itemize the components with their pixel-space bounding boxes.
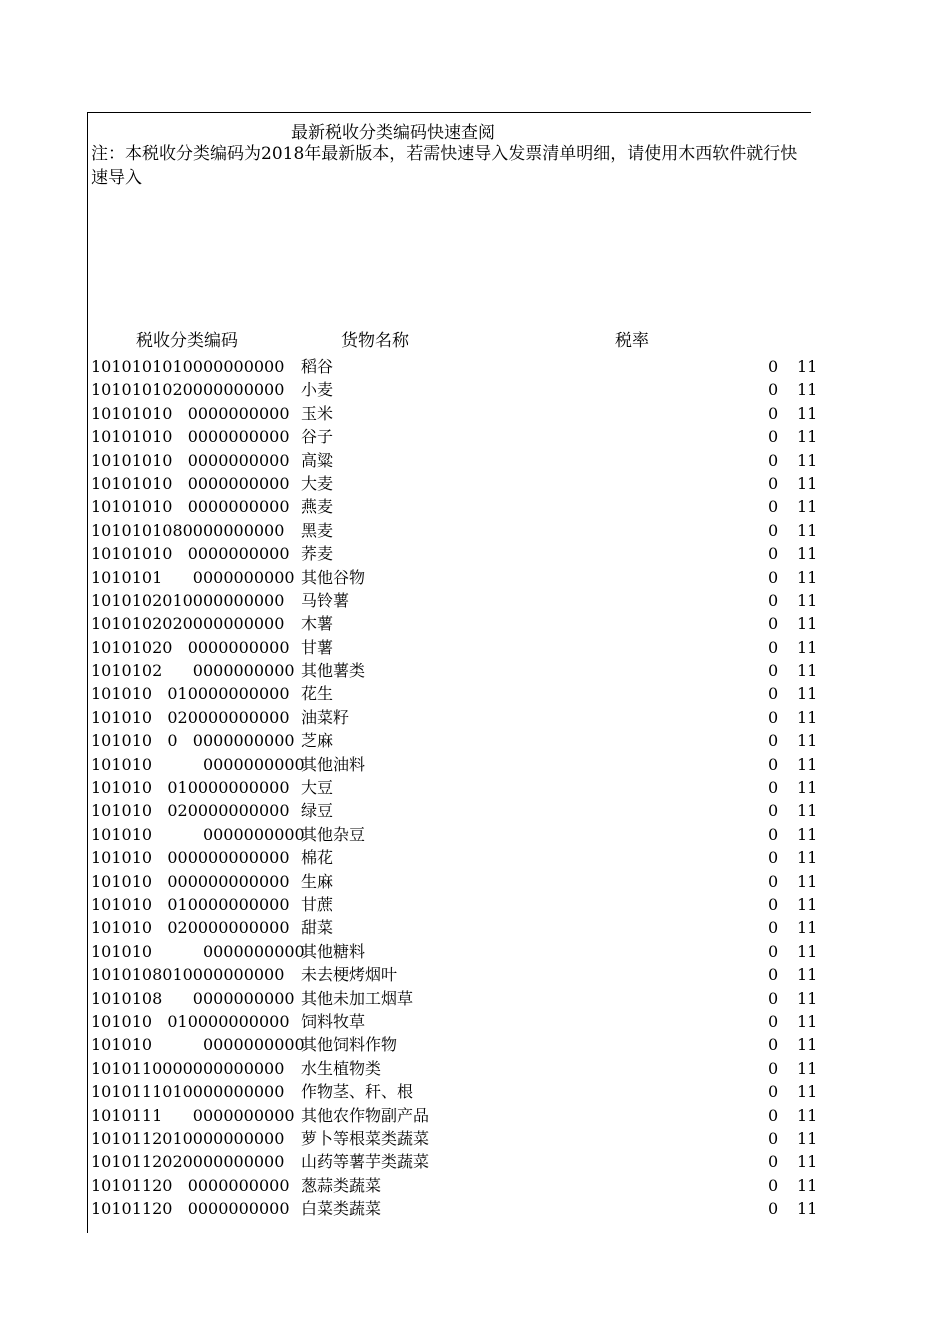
table-body (0, 355, 950, 1220)
note-text: 注：本税收分类编码为2018年最新版本，若需快速导入发票清单明细，请使用木西软件就行快速导入 (91, 144, 798, 188)
row-tail: 11 (797, 684, 818, 704)
row-tail: 11 (797, 661, 818, 681)
row-tail: 11 (797, 848, 818, 868)
row-tail: 11 (797, 1128, 818, 1148)
row-code: 1010108 0000000000 (91, 988, 295, 1008)
row-code: 10101120 0000000000 (91, 1175, 290, 1195)
table-row[interactable] (0, 449, 950, 472)
table-row[interactable] (0, 940, 950, 963)
row-name: 甘蔗 (301, 894, 334, 914)
row-rate: 0 (768, 988, 779, 1008)
row-code: 10101010 0000000000 (91, 427, 290, 447)
row-tail: 11 (797, 544, 818, 564)
table-row[interactable] (0, 846, 950, 869)
table-row[interactable] (0, 1010, 950, 1033)
row-tail: 11 (797, 427, 818, 447)
row-code: 101010 0 0000000000 (91, 731, 295, 751)
row-tail: 11 (797, 1035, 818, 1055)
row-code: 1010112020000000000 (91, 1152, 285, 1172)
table-row[interactable] (0, 425, 950, 448)
table-row[interactable] (0, 893, 950, 916)
row-name: 其他薯类 (301, 661, 366, 681)
row-code: 1010101010000000000 (91, 357, 285, 376)
page-title: 最新税收分类编码快速查阅 (291, 123, 495, 143)
header-name: 货物名称 (341, 331, 409, 351)
row-tail: 11 (797, 707, 818, 727)
row-name: 芝麻 (301, 731, 334, 751)
row-tail: 11 (797, 824, 818, 844)
row-rate: 0 (768, 918, 779, 938)
table-row[interactable] (0, 870, 950, 893)
row-rate: 0 (768, 427, 779, 447)
row-rate: 0 (768, 1128, 779, 1148)
row-code: 101010 010000000000 (91, 684, 290, 704)
table-row[interactable] (0, 916, 950, 939)
row-rate: 0 (768, 403, 779, 423)
row-rate: 0 (768, 567, 779, 587)
table-row[interactable] (0, 963, 950, 986)
row-code: 10101010 0000000000 (91, 497, 290, 517)
row-tail: 11 (797, 497, 818, 517)
row-code: 101010 0000000000 (91, 941, 305, 961)
row-code: 101010 0000000000 (91, 824, 305, 844)
row-rate: 0 (768, 1152, 779, 1172)
row-rate: 0 (768, 778, 779, 798)
table-row[interactable] (0, 1174, 950, 1197)
table-row[interactable] (0, 1057, 950, 1080)
row-code: 1010102 0000000000 (91, 661, 295, 681)
row-rate: 0 (768, 941, 779, 961)
row-name: 马铃薯 (301, 590, 350, 610)
row-name: 木薯 (301, 614, 334, 634)
row-name: 绿豆 (301, 801, 334, 821)
table-row[interactable] (0, 355, 950, 378)
row-name: 白菜类蔬菜 (301, 1199, 382, 1219)
header-code: 税收分类编码 (136, 331, 238, 351)
row-rate: 0 (768, 707, 779, 727)
row-rate: 0 (768, 894, 779, 914)
table-row[interactable] (0, 682, 950, 705)
row-rate: 0 (768, 497, 779, 517)
row-code: 101010 020000000000 (91, 801, 290, 821)
row-tail: 11 (797, 1011, 818, 1031)
row-name: 萝卜等根菜类蔬菜 (301, 1128, 430, 1148)
row-code: 101010 010000000000 (91, 1011, 290, 1031)
table-row[interactable] (0, 1150, 950, 1173)
row-tail: 11 (797, 754, 818, 774)
table-row[interactable] (0, 729, 950, 752)
row-code: 101010 000000000000 (91, 871, 290, 891)
row-name: 其他谷物 (301, 567, 366, 587)
row-tail: 11 (797, 403, 818, 423)
row-tail: 11 (797, 894, 818, 914)
row-code: 101010 010000000000 (91, 778, 290, 798)
table-row[interactable] (0, 776, 950, 799)
row-name: 生麻 (301, 871, 334, 891)
row-rate: 0 (768, 357, 779, 376)
row-rate: 0 (768, 1105, 779, 1125)
row-tail: 11 (797, 1058, 818, 1078)
row-code: 1010101 0000000000 (91, 567, 295, 587)
row-name: 其他饲料作物 (301, 1035, 398, 1055)
row-name: 高粱 (301, 450, 334, 470)
row-rate: 0 (768, 1035, 779, 1055)
table-row[interactable] (0, 402, 950, 425)
row-tail: 11 (797, 918, 818, 938)
row-rate: 0 (768, 965, 779, 985)
table-row[interactable] (0, 589, 950, 612)
row-tail: 11 (797, 450, 818, 470)
row-tail: 11 (797, 614, 818, 634)
row-code: 101010 010000000000 (91, 894, 290, 914)
row-name: 燕麦 (301, 497, 334, 517)
row-code: 10101120 0000000000 (91, 1199, 290, 1219)
row-tail: 11 (797, 941, 818, 961)
row-rate: 0 (768, 1058, 779, 1078)
row-tail: 11 (797, 731, 818, 751)
row-name: 甜菜 (301, 918, 334, 938)
table-row[interactable] (0, 1104, 950, 1127)
table-row[interactable] (0, 659, 950, 682)
row-name: 未去梗烤烟叶 (301, 965, 398, 985)
row-code: 101010 020000000000 (91, 707, 290, 727)
row-rate: 0 (768, 731, 779, 751)
row-rate: 0 (768, 473, 779, 493)
row-name: 大麦 (301, 473, 334, 493)
row-code: 1010110000000000000 (91, 1058, 285, 1078)
table-row[interactable] (0, 378, 950, 401)
row-name: 油菜籽 (301, 707, 350, 727)
row-tail: 11 (797, 778, 818, 798)
row-name: 棉花 (301, 848, 334, 868)
table-row[interactable] (0, 1033, 950, 1056)
table-row[interactable] (0, 823, 950, 846)
row-tail: 11 (797, 1105, 818, 1125)
row-name: 荞麦 (301, 544, 334, 564)
row-name: 水生植物类 (301, 1058, 382, 1078)
row-tail: 11 (797, 801, 818, 821)
row-name: 大豆 (301, 778, 334, 798)
row-name: 甘薯 (301, 637, 334, 657)
row-rate: 0 (768, 801, 779, 821)
row-tail: 11 (797, 1152, 818, 1172)
row-rate: 0 (768, 520, 779, 540)
row-rate: 0 (768, 380, 779, 400)
row-tail: 11 (797, 473, 818, 493)
row-name: 作物茎、秆、根 (301, 1082, 414, 1102)
row-name: 小麦 (301, 380, 334, 400)
row-name: 其他糖料 (301, 941, 366, 961)
row-rate: 0 (768, 590, 779, 610)
row-code: 1010102010000000000 (91, 590, 285, 610)
row-tail: 11 (797, 357, 818, 376)
table-row[interactable] (0, 1127, 950, 1150)
row-name: 其他农作物副产品 (301, 1105, 430, 1125)
row-rate: 0 (768, 637, 779, 657)
table-row[interactable] (0, 1197, 950, 1220)
row-code: 10101010 0000000000 (91, 450, 290, 470)
row-name: 玉米 (301, 403, 334, 423)
table-row[interactable] (0, 519, 950, 542)
row-code: 1010112010000000000 (91, 1128, 285, 1148)
row-rate: 0 (768, 544, 779, 564)
table-row[interactable] (0, 495, 950, 518)
row-rate: 0 (768, 1199, 779, 1219)
row-tail: 11 (797, 965, 818, 985)
row-code: 101010 000000000000 (91, 848, 290, 868)
row-rate: 0 (768, 754, 779, 774)
row-name: 其他杂豆 (301, 824, 366, 844)
table-row[interactable] (0, 612, 950, 635)
row-tail: 11 (797, 637, 818, 657)
row-rate: 0 (768, 1082, 779, 1102)
row-rate: 0 (768, 1011, 779, 1031)
row-tail: 11 (797, 380, 818, 400)
table-row[interactable] (0, 987, 950, 1010)
row-code: 1010108010000000000 (91, 965, 285, 985)
table-row[interactable] (0, 706, 950, 729)
row-rate: 0 (768, 614, 779, 634)
row-tail: 11 (797, 520, 818, 540)
row-name: 其他未加工烟草 (301, 988, 414, 1008)
row-code: 10101010 0000000000 (91, 403, 290, 423)
row-rate: 0 (768, 450, 779, 470)
row-code: 101010 0000000000 (91, 1035, 305, 1055)
row-code: 1010102020000000000 (91, 614, 285, 634)
row-tail: 11 (797, 1082, 818, 1102)
row-tail: 11 (797, 988, 818, 1008)
row-name: 山药等薯芋类蔬菜 (301, 1152, 430, 1172)
row-name: 黑麦 (301, 520, 334, 540)
table-row[interactable] (0, 636, 950, 659)
row-rate: 0 (768, 848, 779, 868)
row-code: 10101010 0000000000 (91, 544, 290, 564)
row-code: 101010 0000000000 (91, 754, 305, 774)
row-tail: 11 (797, 1175, 818, 1195)
row-rate: 0 (768, 824, 779, 844)
row-rate: 0 (768, 871, 779, 891)
table-row[interactable] (0, 753, 950, 776)
row-code: 101010 020000000000 (91, 918, 290, 938)
row-tail: 11 (797, 590, 818, 610)
row-code: 1010101020000000000 (91, 380, 285, 400)
table-row[interactable] (0, 1080, 950, 1103)
table-row[interactable] (0, 542, 950, 565)
table-row[interactable] (0, 472, 950, 495)
row-code: 1010111010000000000 (91, 1082, 285, 1102)
row-name: 饲料牧草 (301, 1011, 366, 1031)
row-name: 稻谷 (301, 357, 334, 376)
row-code: 10101020 0000000000 (91, 637, 290, 657)
row-code: 10101010 0000000000 (91, 473, 290, 493)
row-name: 花生 (301, 684, 334, 704)
table-row[interactable] (0, 566, 950, 589)
row-tail: 11 (797, 567, 818, 587)
row-rate: 0 (768, 684, 779, 704)
row-code: 1010101080000000000 (91, 520, 285, 540)
row-code: 1010111 0000000000 (91, 1105, 295, 1125)
row-name: 其他油料 (301, 754, 366, 774)
row-name: 葱蒜类蔬菜 (301, 1175, 382, 1195)
row-tail: 11 (797, 1199, 818, 1219)
table-row[interactable] (0, 799, 950, 822)
row-rate: 0 (768, 661, 779, 681)
row-name: 谷子 (301, 427, 334, 447)
row-tail: 11 (797, 871, 818, 891)
row-rate: 0 (768, 1175, 779, 1195)
header-rate: 税率 (615, 331, 649, 351)
